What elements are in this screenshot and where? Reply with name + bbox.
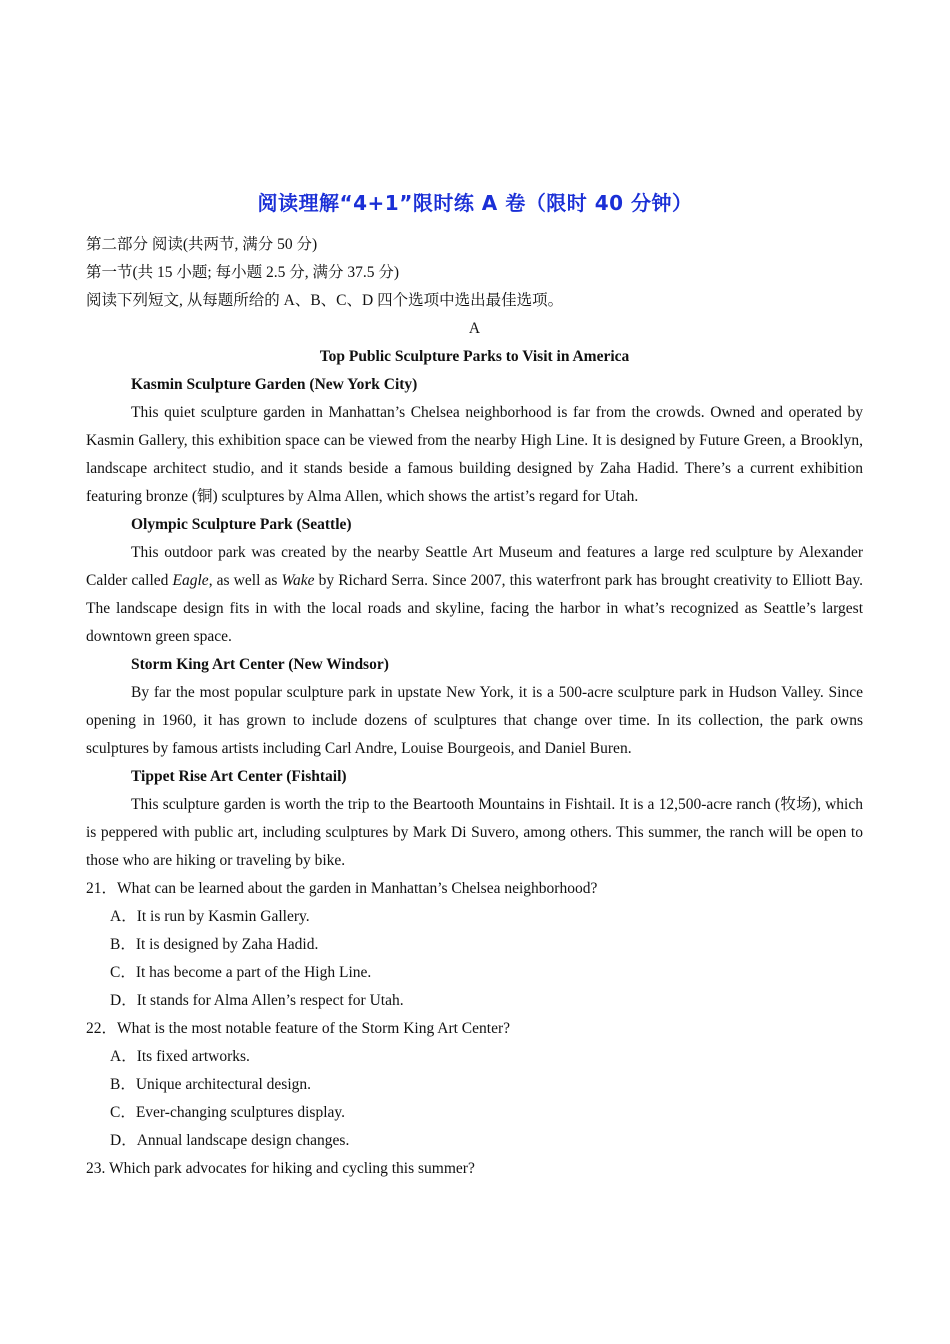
question-21-option-a[interactable]: A．It is run by Kasmin Gallery. — [110, 908, 310, 925]
question-21-option-b[interactable]: B．It is designed by Zaha Hadid. — [110, 936, 319, 953]
olympic-text-part-3: by Richard Serra. Since 2007, this waterfront park has brought creativity to Elliott Bay. The landscape design fits in with the local roads and skyline, facing the harbor in what’s recognized as Seattle’s largest downtown green space. — [86, 572, 863, 645]
instructions: 阅读下列短文, 从每题所给的 A、B、C、D 四个选项中选出最佳选项。 — [86, 292, 564, 309]
question-22-option-d[interactable]: D．Annual landscape design changes. — [110, 1132, 350, 1149]
passage-label: A — [468, 320, 481, 337]
section-heading-tippet-rise: Tippet Rise Art Center (Fishtail) — [131, 768, 347, 785]
document-body — [86, 231, 863, 1183]
olympic-text-part-1: This outdoor park was created by the nearby Seattle Art Museum and features a large red sculpture by Alexander Calder called — [86, 544, 863, 589]
section-text-kasmin: This quiet sculpture garden in Manhattan’s Chelsea neighborhood is far from the crowds. Owned and operated by Kasmin Gallery, this exhibition space can be viewed from the nearby High Line. It is designed by Future Green, a Brooklyn, landscape architect studio, and it stands beside a famous building designed by Zaha Hadid. There’s a current exhibition featuring bronze (铜) sculptures by Alma Allen, which shows the artist’s regard for Utah. — [86, 404, 863, 505]
artwork-title-eagle: Eagle — [172, 572, 209, 589]
question-22-option-c[interactable]: C．Ever-changing sculptures display. — [110, 1104, 346, 1121]
question-22-option-b[interactable]: B．Unique architectural design. — [110, 1076, 312, 1093]
section-info: 第二部分 阅读(共两节, 满分 50 分) — [86, 236, 318, 253]
section-text-tippet-rise: This sculpture garden is worth the trip to the Beartooth Mountains in Fishtail. It is a 12,500-acre ranch (牧场), which is peppered with public art, including sculptures by Mark Di Suvero, among others. This summer, the ranch will be open to those who are hiking or traveling by bike. — [86, 796, 863, 869]
section-heading-storm-king: Storm King Art Center (New Windsor) — [131, 656, 389, 673]
section-text-olympic — [86, 539, 863, 651]
section-heading-kasmin: Kasmin Sculpture Garden (New York City) — [131, 376, 418, 393]
question-22-stem: 22．What is the most notable feature of the Storm King Art Center? — [86, 1020, 510, 1037]
question-22-option-a[interactable]: A．Its fixed artworks. — [110, 1048, 250, 1065]
section-heading-olympic: Olympic Sculpture Park (Seattle) — [131, 516, 352, 533]
question-21-stem: 21．What can be learned about the garden in Manhattan’s Chelsea neighborhood? — [86, 880, 598, 897]
subsection-info: 第一节(共 15 小题; 每小题 2.5 分, 满分 37.5 分) — [86, 264, 400, 281]
olympic-text-part-2: , as well as — [208, 572, 282, 589]
question-21-option-d[interactable]: D．It stands for Alma Allen’s respect for Utah. — [110, 992, 404, 1009]
question-23-stem: 23. Which park advocates for hiking and cycling this summer? — [86, 1160, 475, 1177]
page-title: 阅读理解“4+1”限时练 A 卷（限时 40 分钟） — [257, 191, 693, 215]
artwork-title-wake: Wake — [281, 572, 315, 589]
section-text-storm-king: By far the most popular sculpture park in upstate New York, it is a 500-acre sculpture park in Hudson Valley. Since opening in 1960, it has grown to include dozens of sculptures that change over time. In its collection, the park owns sculptures by famous artists including Carl Andre, Louise Bourgeois, and Daniel Buren. — [86, 684, 863, 757]
question-21-option-c[interactable]: C．It has become a part of the High Line. — [110, 964, 372, 981]
passage-heading: Top Public Sculpture Parks to Visit in America — [319, 348, 630, 365]
